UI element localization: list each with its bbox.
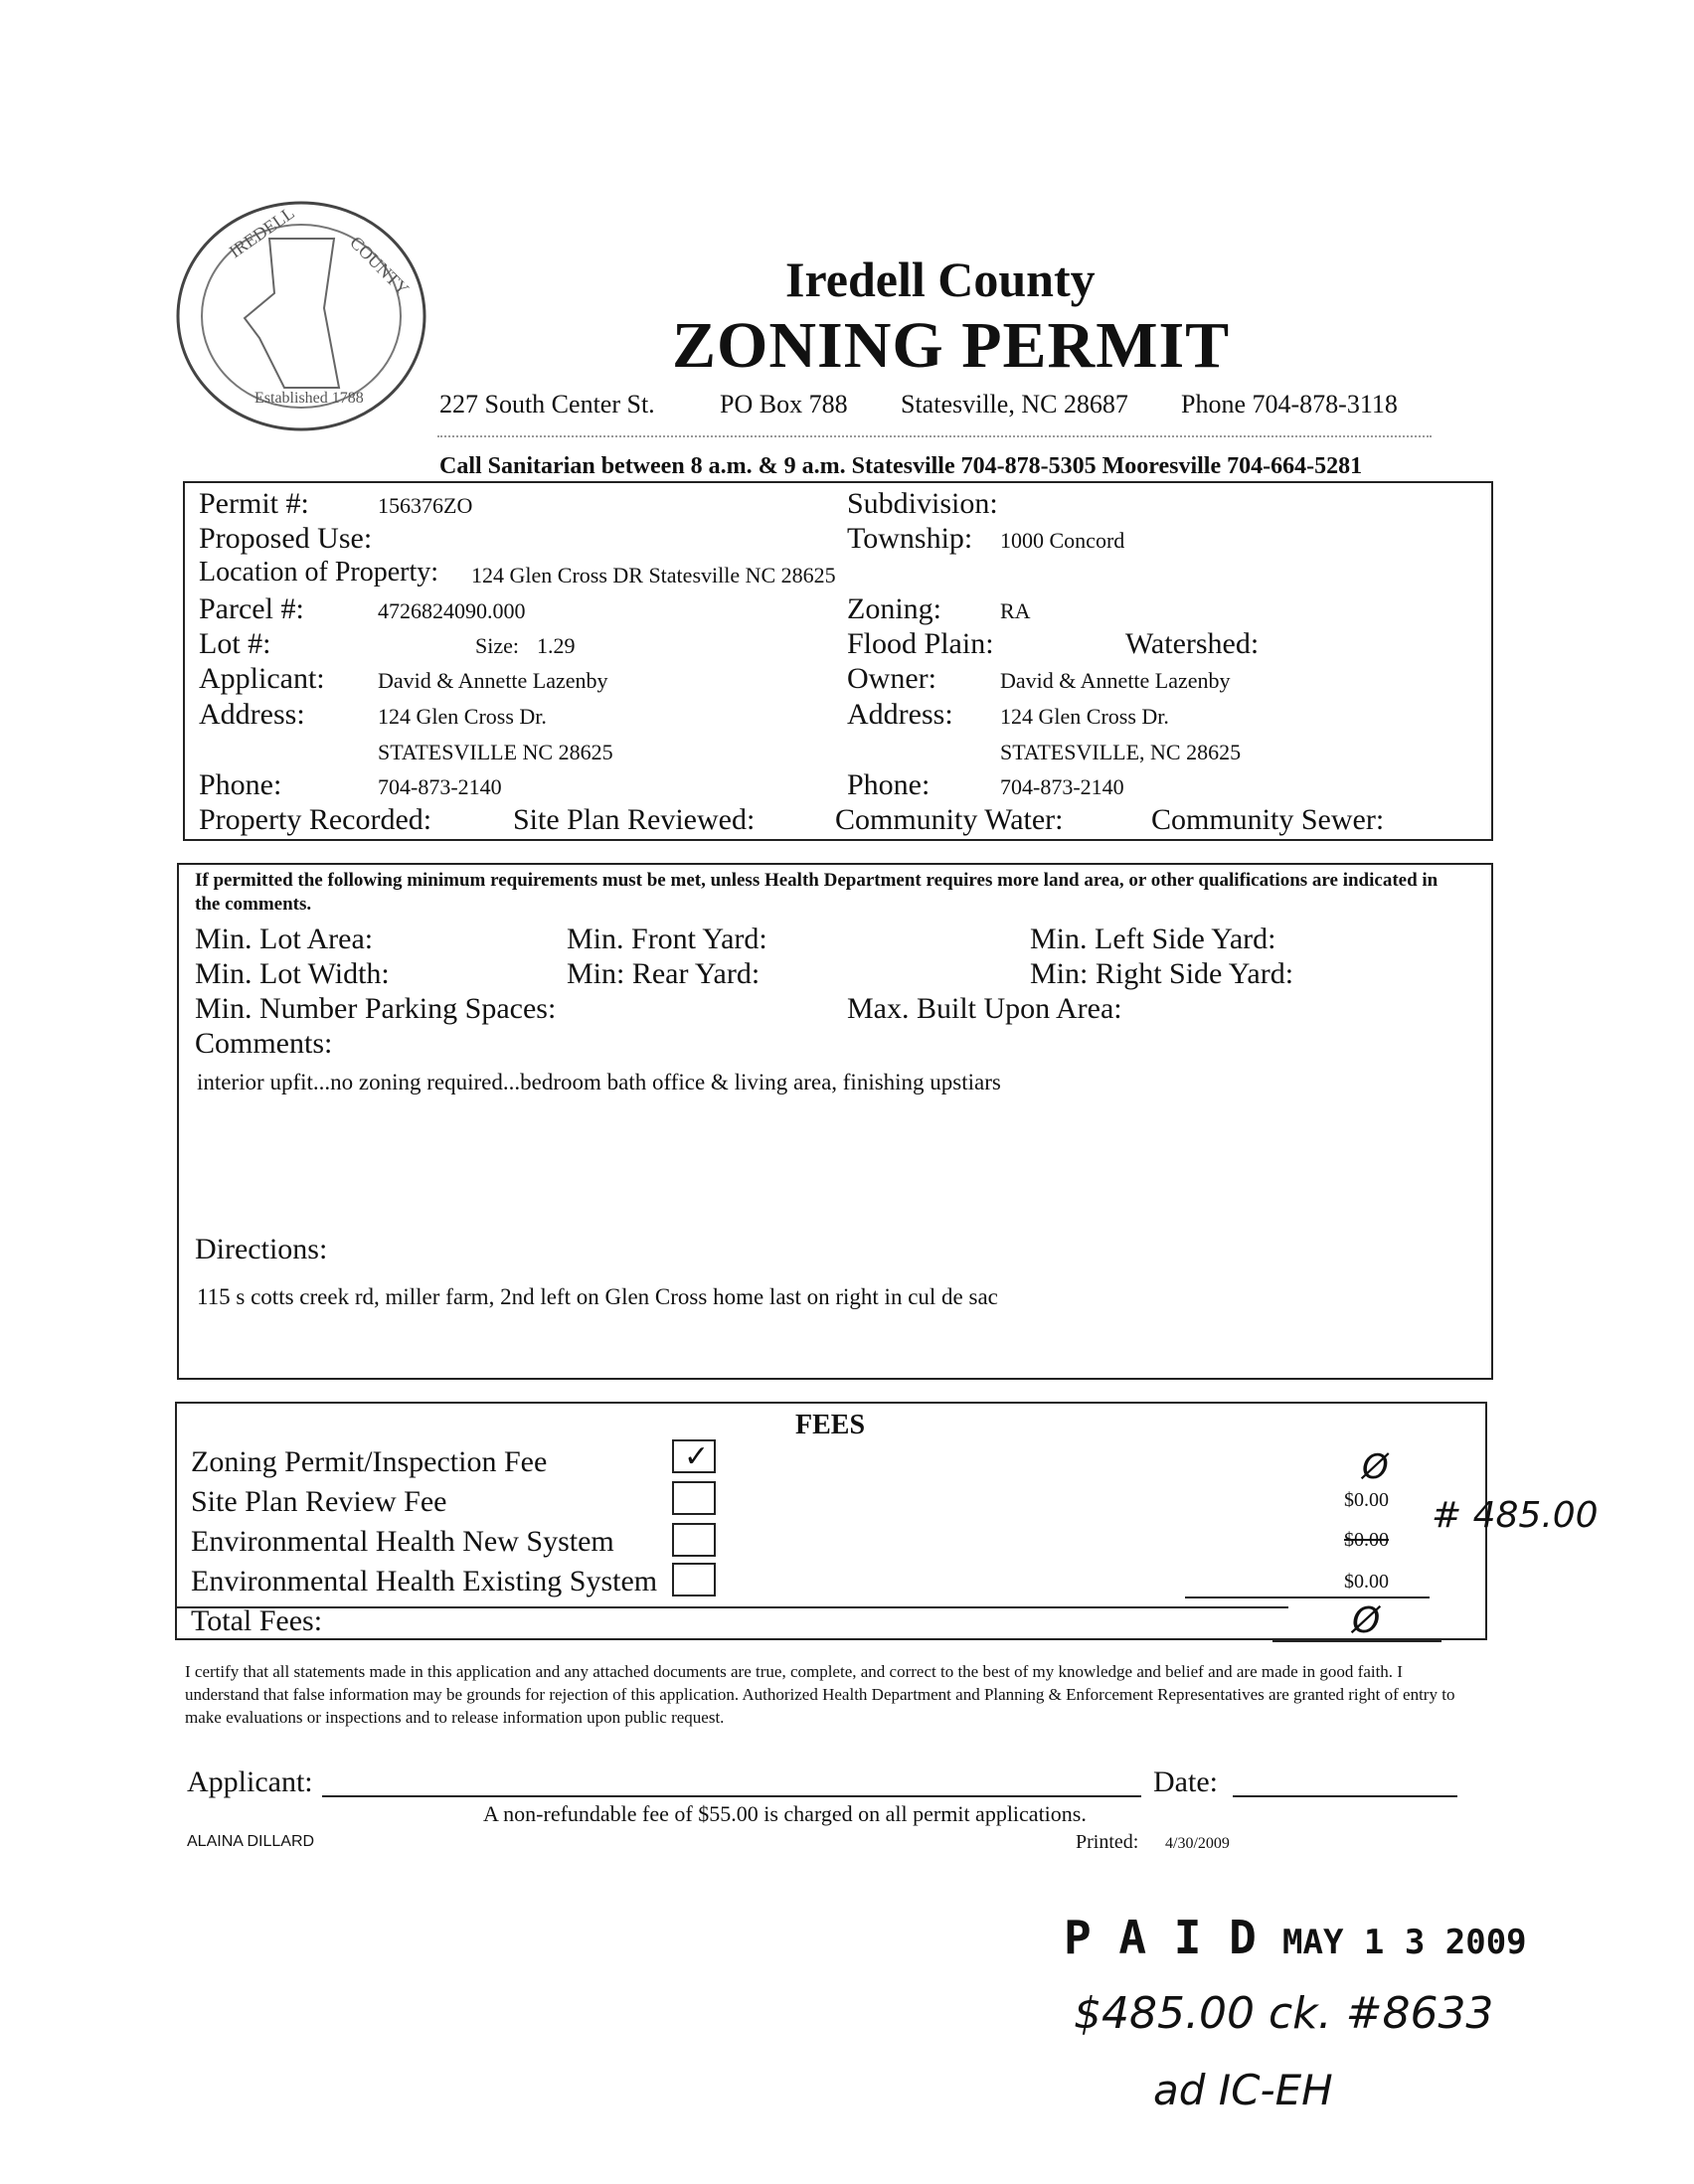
size-label: Size:	[475, 633, 519, 658]
owner-value: David & Annette Lazenby	[1000, 668, 1231, 693]
max-built-upon-label: Max. Built Upon Area:	[847, 992, 1122, 1025]
fee-amount: $0.00	[1344, 1571, 1389, 1593]
certification-text: I certify that all statements made in this application and any attached documents are true, complete, and correct to the best of my knowledge and belief and are made in good faith. I understand that false information may be grounds for rejection of this application. Authorized Health Department and Planning & Enforcement Representatives are granted right of entry to make evaluations or inspections and to release information upon public request.	[185, 1662, 1455, 1727]
divider	[437, 435, 1432, 437]
svg-text:IREDELL: IREDELL	[225, 202, 298, 262]
community-sewer-label: Community Sewer:	[1151, 803, 1385, 836]
proposed-use-label: Proposed Use:	[199, 522, 373, 555]
applicant-address-line1: 124 Glen Cross Dr.	[378, 704, 547, 729]
community-water-label: Community Water:	[835, 803, 1064, 836]
min-left-side-yard-label: Min. Left Side Yard:	[1030, 923, 1276, 955]
new-system-fee-checkbox[interactable]	[672, 1523, 716, 1557]
lot-label: Lot #:	[199, 627, 271, 660]
owner-phone-value: 704-873-2140	[1000, 774, 1124, 799]
comments-value: interior upfit...no zoning required...bedroom bath office & living area, finishing upstiars	[197, 1070, 1001, 1094]
site-plan-reviewed-label: Site Plan Reviewed:	[513, 803, 756, 836]
applicant-address-line2: STATESVILLE NC 28625	[378, 740, 613, 764]
owner-address-line1: 124 Glen Cross Dr.	[1000, 704, 1169, 729]
comments-label: Comments:	[195, 1027, 333, 1060]
permit-number-value: 156376ZO	[378, 493, 473, 518]
min-lot-area-label: Min. Lot Area:	[195, 923, 374, 955]
clerk-name: ALAINA DILLARD	[187, 1833, 315, 1850]
po-box: PO Box 788	[720, 390, 848, 419]
fee-row-label: Environmental Health Existing System	[191, 1565, 658, 1597]
min-lot-width-label: Min. Lot Width:	[195, 957, 390, 990]
parcel-label: Parcel #:	[199, 592, 304, 625]
date-label: Date:	[1153, 1765, 1218, 1798]
flood-plain-label: Flood Plain:	[847, 627, 994, 660]
check-mark-icon: ✓	[684, 1439, 710, 1474]
handwritten-total-zero: Ø	[1352, 1600, 1381, 1641]
min-rear-yard-label: Min: Rear Yard:	[567, 957, 761, 990]
subdivision-label: Subdivision:	[847, 487, 998, 520]
existing-system-fee-checkbox[interactable]	[672, 1563, 716, 1596]
zoning-value: RA	[1000, 598, 1031, 623]
paid-date: MAY 1 3 2009	[1282, 1923, 1527, 1962]
applicant-signature-label: Applicant:	[187, 1765, 313, 1798]
min-right-side-yard-label: Min: Right Side Yard:	[1030, 957, 1294, 990]
printed-value: 4/30/2009	[1165, 1835, 1230, 1852]
applicant-phone-value: 704-873-2140	[378, 774, 502, 799]
sanitarian-call-line: Call Sanitarian between 8 a.m. & 9 a.m. Statesville 704-878-5305 Mooresville 704-664-5281	[439, 453, 1363, 479]
handwritten-payment: $485.00 ck. #8633	[1074, 1988, 1494, 2039]
requirements-intro: If permitted the following minimum requirements must be met, unless Health Department requires more land area, or other qualifications are indicated in the comments.	[195, 870, 1439, 915]
applicant-address-label: Address:	[199, 698, 305, 731]
fee-row-label: Environmental Health New System	[191, 1525, 614, 1558]
min-parking-label: Min. Number Parking Spaces:	[195, 992, 557, 1025]
directions-value: 115 s cotts creek rd, miller farm, 2nd left on Glen Cross home last on right in cul de sac	[197, 1284, 998, 1309]
city: Statesville, NC 28687	[901, 390, 1128, 419]
owner-address-line2: STATESVILLE, NC 28625	[1000, 740, 1242, 764]
site-plan-fee-checkbox[interactable]	[672, 1481, 716, 1515]
paid-stamp: P A I D	[1064, 1911, 1257, 1964]
location-label: Location of Property:	[199, 557, 439, 588]
applicant-signature-line[interactable]	[322, 1795, 1141, 1797]
parcel-value: 4726824090.000	[378, 598, 526, 623]
applicant-value: David & Annette Lazenby	[378, 668, 608, 693]
fee-row-label: Site Plan Review Fee	[191, 1485, 447, 1518]
zoning-label: Zoning:	[847, 592, 941, 625]
fee-row-label: Zoning Permit/Inspection Fee	[191, 1445, 548, 1478]
township-label: Township:	[847, 522, 973, 555]
office-phone: Phone 704-878-3118	[1181, 390, 1398, 419]
page-title: ZONING PERMIT	[672, 309, 1231, 382]
handwritten-zero: Ø	[1362, 1447, 1389, 1487]
owner-address-label: Address:	[847, 698, 953, 731]
owner-phone-label: Phone:	[847, 768, 931, 801]
county-name: Iredell County	[785, 252, 1096, 307]
watershed-label: Watershed:	[1125, 627, 1260, 660]
svg-text:Established 1788: Established 1788	[254, 390, 364, 407]
date-line[interactable]	[1233, 1795, 1457, 1797]
handwritten-amount: # 485.00	[1432, 1495, 1599, 1536]
applicant-phone-label: Phone:	[199, 768, 282, 801]
township-value: 1000 Concord	[1000, 528, 1125, 553]
zoning-fee-checkbox[interactable]	[672, 1439, 716, 1473]
handwritten-initials: ad IC-EH	[1153, 2066, 1333, 2114]
applicant-label: Applicant:	[199, 662, 325, 695]
total-fees-label: Total Fees:	[191, 1604, 323, 1637]
owner-label: Owner:	[847, 662, 936, 695]
directions-label: Directions:	[195, 1233, 328, 1265]
fees-heading: FEES	[795, 1410, 866, 1440]
street-address: 227 South Center St.	[439, 390, 655, 419]
fee-underline	[1185, 1596, 1430, 1598]
permit-number-label: Permit #:	[199, 487, 309, 520]
fee-amount: $0.00	[1344, 1529, 1389, 1551]
county-seal	[175, 199, 427, 433]
min-front-yard-label: Min. Front Yard:	[567, 923, 767, 955]
total-divider	[175, 1606, 1288, 1608]
fee-amount: $0.00	[1344, 1489, 1389, 1511]
printed-label: Printed:	[1076, 1831, 1139, 1853]
fee-notice: A non-refundable fee of $55.00 is charged on all permit applications.	[483, 1801, 1087, 1826]
svg-text:COUNTY: COUNTY	[346, 232, 414, 299]
location-value: 124 Glen Cross DR Statesville NC 28625	[471, 563, 836, 588]
size-value: 1.29	[537, 633, 576, 658]
property-recorded-label: Property Recorded:	[199, 803, 432, 836]
